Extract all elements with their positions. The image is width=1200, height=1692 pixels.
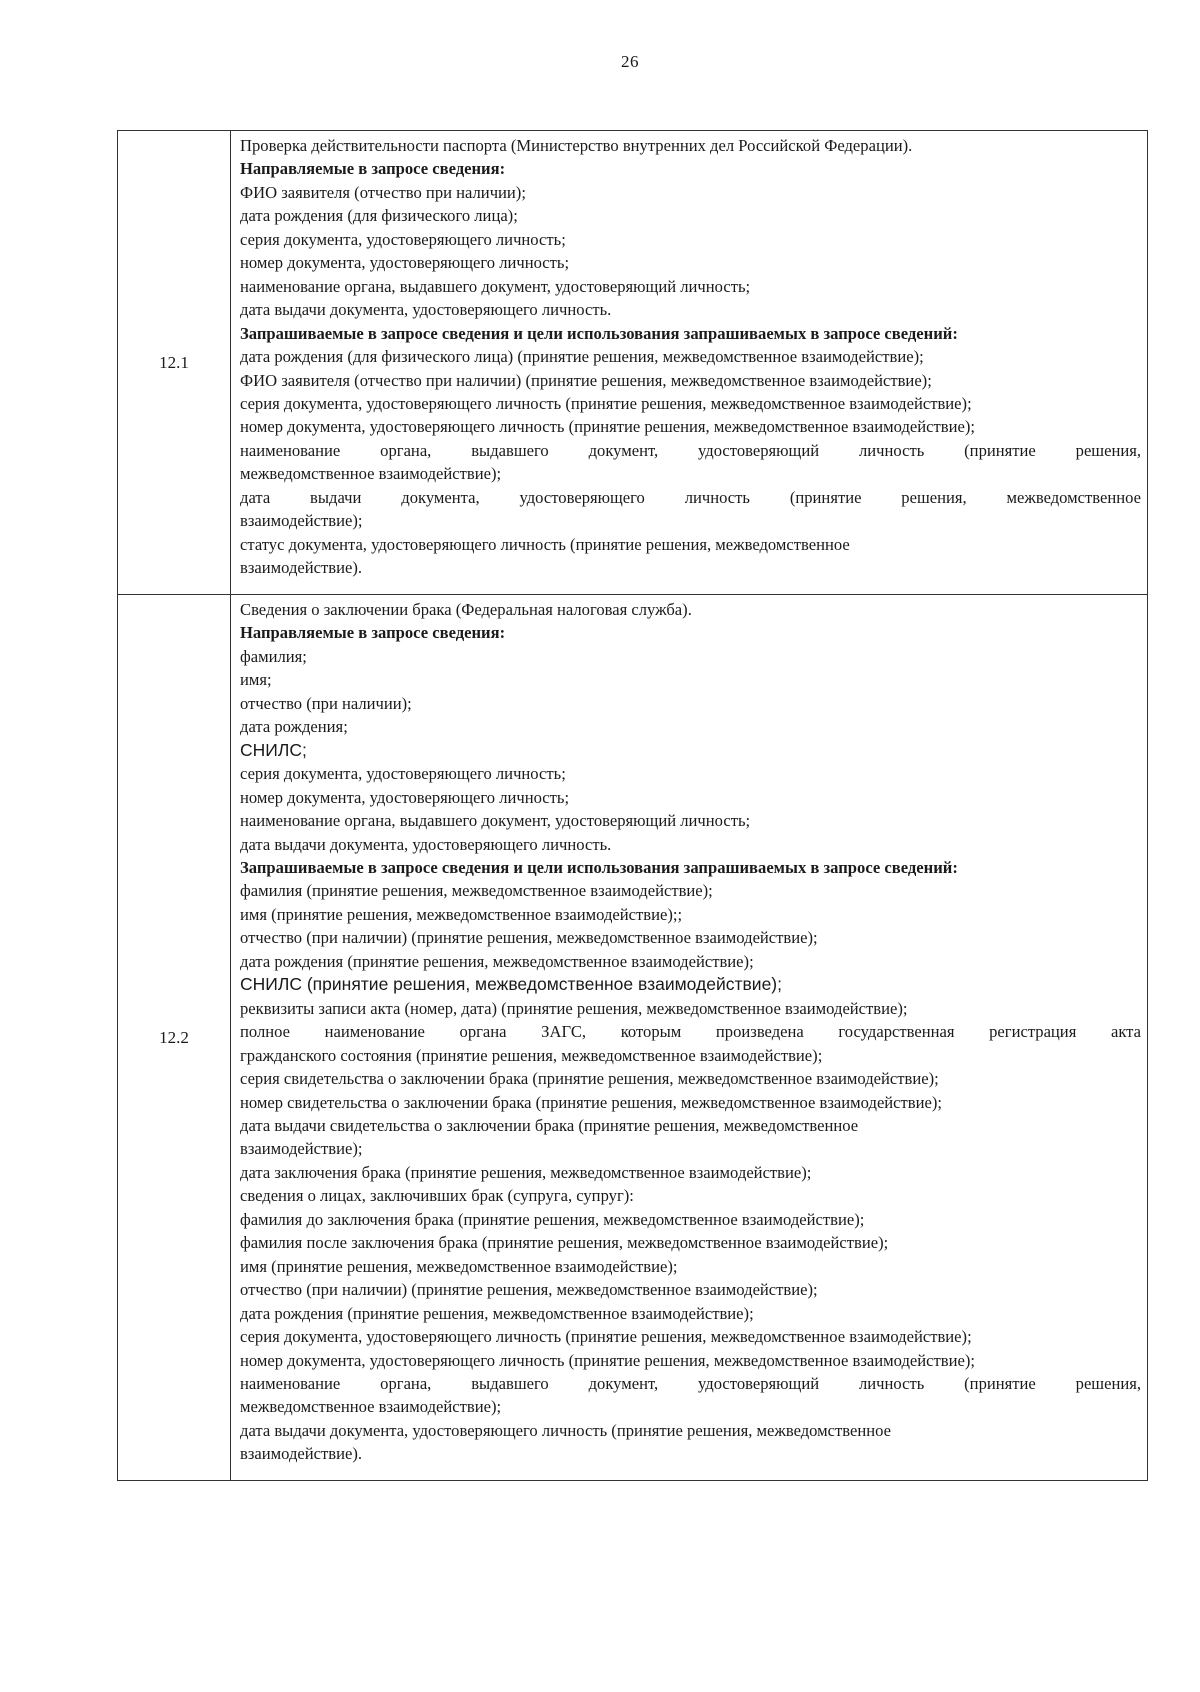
text-line: дата выдачи документа, удостоверяющего личность (принятие решения, межведомственное: [240, 1420, 892, 1440]
text-line: имя;: [240, 670, 272, 690]
text-line: номер документа, удостоверяющего личность;: [240, 253, 570, 273]
text-line: дата выдачи документа, удостоверяющего личность.: [240, 300, 612, 320]
text-line: дата заключения брака (принятие решения, межведомственное взаимодействие);: [240, 1162, 812, 1182]
text-line: межведомственное взаимодействие);: [240, 1397, 502, 1417]
text-line: номер документа, удостоверяющего личность (принятие решения, межведомственное взаимодействие);: [240, 1350, 975, 1370]
requirements-table: [117, 130, 1148, 1481]
text-line: серия документа, удостоверяющего личность;: [240, 764, 566, 784]
text-line: фамилия после заключения брака (принятие решения, межведомственное взаимодействие);: [240, 1233, 889, 1253]
text-line: полное наименование органа ЗАГС, которым произведена государственная регистрация акта: [240, 1022, 1141, 1042]
text-line: номер документа, удостоверяющего личность;: [240, 787, 570, 807]
row-number-cell: 12.2: [118, 595, 231, 1481]
text-line: дата рождения (принятие решения, межведомственное взаимодействие);: [240, 1303, 754, 1323]
text-line: наименование органа, выдавшего документ, удостоверяющий личность;: [240, 276, 751, 296]
text-line: дата выдачи документа, удостоверяющего личность (принятие решения, межведомственное: [240, 487, 1141, 507]
text-line: ФИО заявителя (отчество при наличии) (принятие решения, межведомственное взаимодействие);: [240, 370, 932, 390]
text-line: серия свидетельства о заключении брака (принятие решения, межведомственное взаимодействие);: [240, 1069, 939, 1089]
page-number: 26: [621, 52, 639, 71]
text-line: ФИО заявителя (отчество при наличии);: [240, 182, 526, 202]
row-number-cell: 12.1: [118, 131, 231, 595]
text-line: межведомственное взаимодействие);: [240, 464, 502, 484]
text-line: Запрашиваемые в запросе сведения и цели использования запрашиваемых в запросе сведений:: [240, 323, 958, 343]
text-line: взаимодействие);: [240, 1139, 363, 1159]
text-line: реквизиты записи акта (номер, дата) (принятие решения, межведомственное взаимодействие);: [240, 998, 908, 1018]
row-content-cell: [231, 595, 1148, 1481]
text-line: серия документа, удостоверяющего личность (принятие решения, межведомственное взаимодействие);: [240, 393, 972, 413]
table-row: [118, 131, 1148, 595]
text-line: сведения о лицах, заключивших брак (супруга, супруг):: [240, 1186, 634, 1206]
text-line: фамилия (принятие решения, межведомственное взаимодействие);: [240, 881, 713, 901]
table-row: [118, 595, 1148, 1481]
text-line: дата рождения (принятие решения, межведомственное взаимодействие);: [240, 951, 754, 971]
row-content-cell: [231, 131, 1148, 595]
text-line: Запрашиваемые в запросе сведения и цели использования запрашиваемых в запросе сведений:: [240, 857, 958, 877]
text-line: гражданского состояния (принятие решения, межведомственное взаимодействие);: [240, 1045, 823, 1065]
text-line: фамилия;: [240, 646, 307, 666]
text-line: дата рождения (для физического лица) (принятие решения, межведомственное взаимодействие);: [240, 347, 924, 367]
text-line: дата рождения (для физического лица);: [240, 206, 518, 226]
text-line: отчество (при наличии) (принятие решения, межведомственное взаимодействие);: [240, 1280, 818, 1300]
text-line: Проверка действительности паспорта (Министерство внутренних дел Российской Федерации).: [240, 136, 913, 155]
text-line: отчество (при наличии);: [240, 693, 412, 713]
text-line: дата выдачи документа, удостоверяющего личность.: [240, 834, 612, 854]
text-line: взаимодействие).: [240, 558, 363, 578]
text-line: наименование органа, выдавшего документ, удостоверяющий личность (принятие решения,: [240, 1373, 1141, 1393]
text-line: статус документа, удостоверяющего личность (принятие решения, межведомственное: [240, 534, 850, 554]
text-line: дата выдачи свидетельства о заключении брака (принятие решения, межведомственное: [240, 1115, 859, 1135]
text-line: отчество (при наличии) (принятие решения, межведомственное взаимодействие);: [240, 928, 818, 948]
text-line: имя (принятие решения, межведомственное взаимодействие);: [240, 1256, 678, 1276]
text-line: Направляемые в запросе сведения:: [240, 159, 506, 179]
text-line: СНИЛС (принятие решения, межведомственное взаимодействие);: [240, 974, 782, 995]
text-line: имя (принятие решения, межведомственное взаимодействие);;: [240, 904, 683, 924]
text-line: взаимодействие).: [240, 1444, 363, 1464]
text-line: серия документа, удостоверяющего личность;: [240, 229, 566, 249]
text-line: серия документа, удостоверяющего личность (принятие решения, межведомственное взаимодействие);: [240, 1327, 972, 1347]
text-line: номер документа, удостоверяющего личность (принятие решения, межведомственное взаимодействие);: [240, 417, 975, 437]
text-line: взаимодействие);: [240, 511, 363, 531]
text-line: СНИЛС;: [240, 739, 307, 760]
text-line: фамилия до заключения брака (принятие решения, межведомственное взаимодействие);: [240, 1209, 865, 1229]
text-line: дата рождения;: [240, 717, 348, 737]
text-line: Сведения о заключении брака (Федеральная налоговая служба).: [240, 600, 692, 619]
text-line: Направляемые в запросе сведения:: [240, 623, 506, 643]
text-line: наименование органа, выдавшего документ, удостоверяющий личность (принятие решения,: [240, 440, 1141, 460]
text-line: наименование органа, выдавшего документ, удостоверяющий личность;: [240, 811, 751, 831]
text-line: номер свидетельства о заключении брака (принятие решения, межведомственное взаимодействие);: [240, 1092, 943, 1112]
